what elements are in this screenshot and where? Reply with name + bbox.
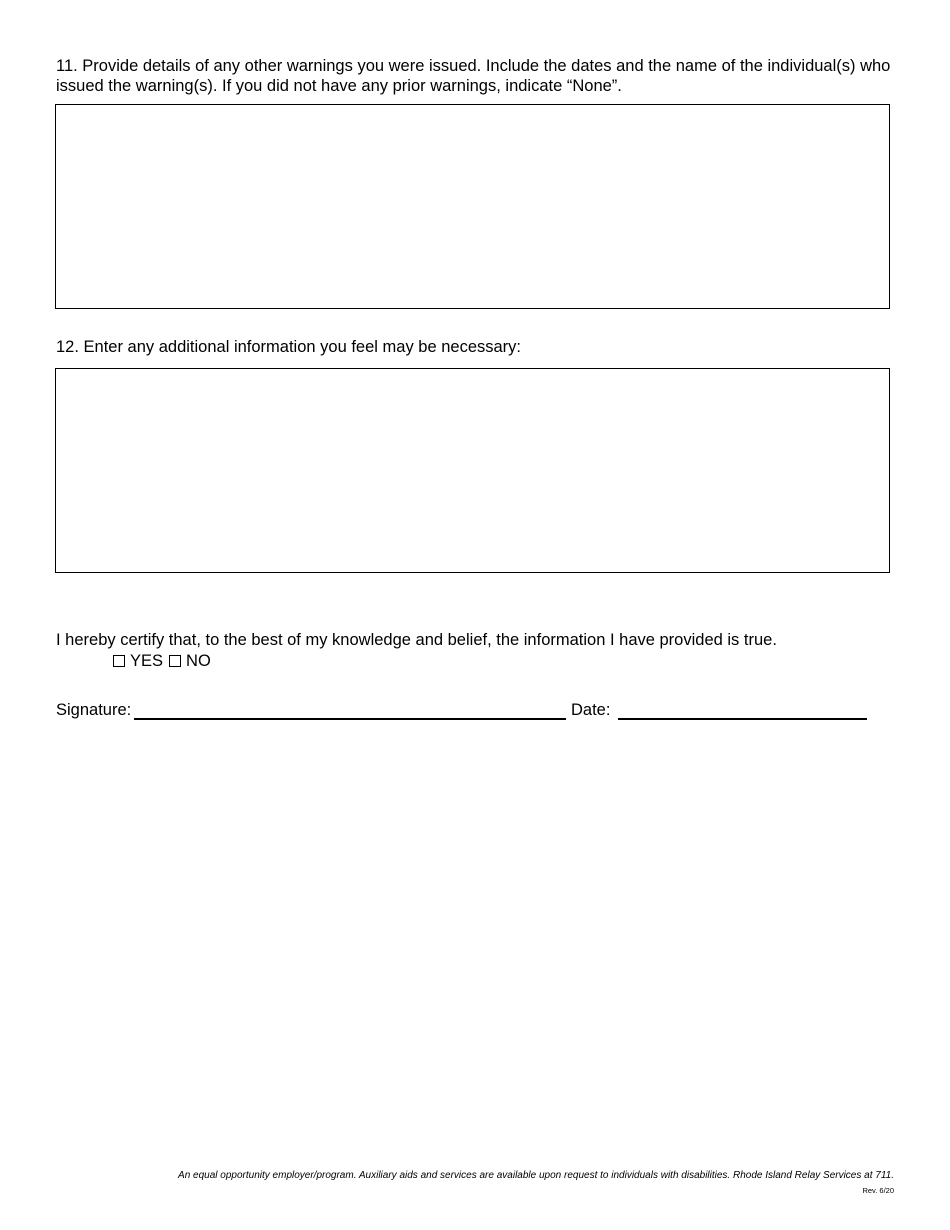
no-checkbox[interactable]	[169, 651, 211, 671]
certification-statement: I hereby certify that, to the best of my knowledge and belief, the information I have provided is true.	[56, 631, 777, 649]
question-11-answer-box[interactable]	[55, 104, 890, 309]
date-label: Date:	[571, 701, 611, 719]
checkbox-icon	[113, 655, 125, 667]
question-11-label: 11. Provide details of any other warnings you were issued. Include the dates and the name of the individual(s) who issued the warning(s). If you did not have any prior warnings, indicate “None”.	[56, 57, 891, 95]
signature-field[interactable]	[134, 700, 566, 720]
signature-label: Signature:	[56, 701, 132, 719]
question-12-label: 12. Enter any additional information you feel may be necessary:	[56, 338, 522, 356]
yes-label: YES	[130, 652, 164, 670]
certification-options	[113, 651, 217, 671]
footer-disclaimer: An equal opportunity employer/program. Auxiliary aids and services are available upon request to individuals with disabilities. Rhode Island Relay Services at 711.	[178, 1170, 894, 1181]
date-field[interactable]	[618, 700, 867, 720]
no-label: NO	[186, 652, 211, 670]
checkbox-icon	[169, 655, 181, 667]
yes-checkbox[interactable]	[113, 651, 163, 671]
question-12-answer-box[interactable]	[55, 368, 890, 573]
footer-revision: Rev. 6/20	[862, 1186, 894, 1195]
